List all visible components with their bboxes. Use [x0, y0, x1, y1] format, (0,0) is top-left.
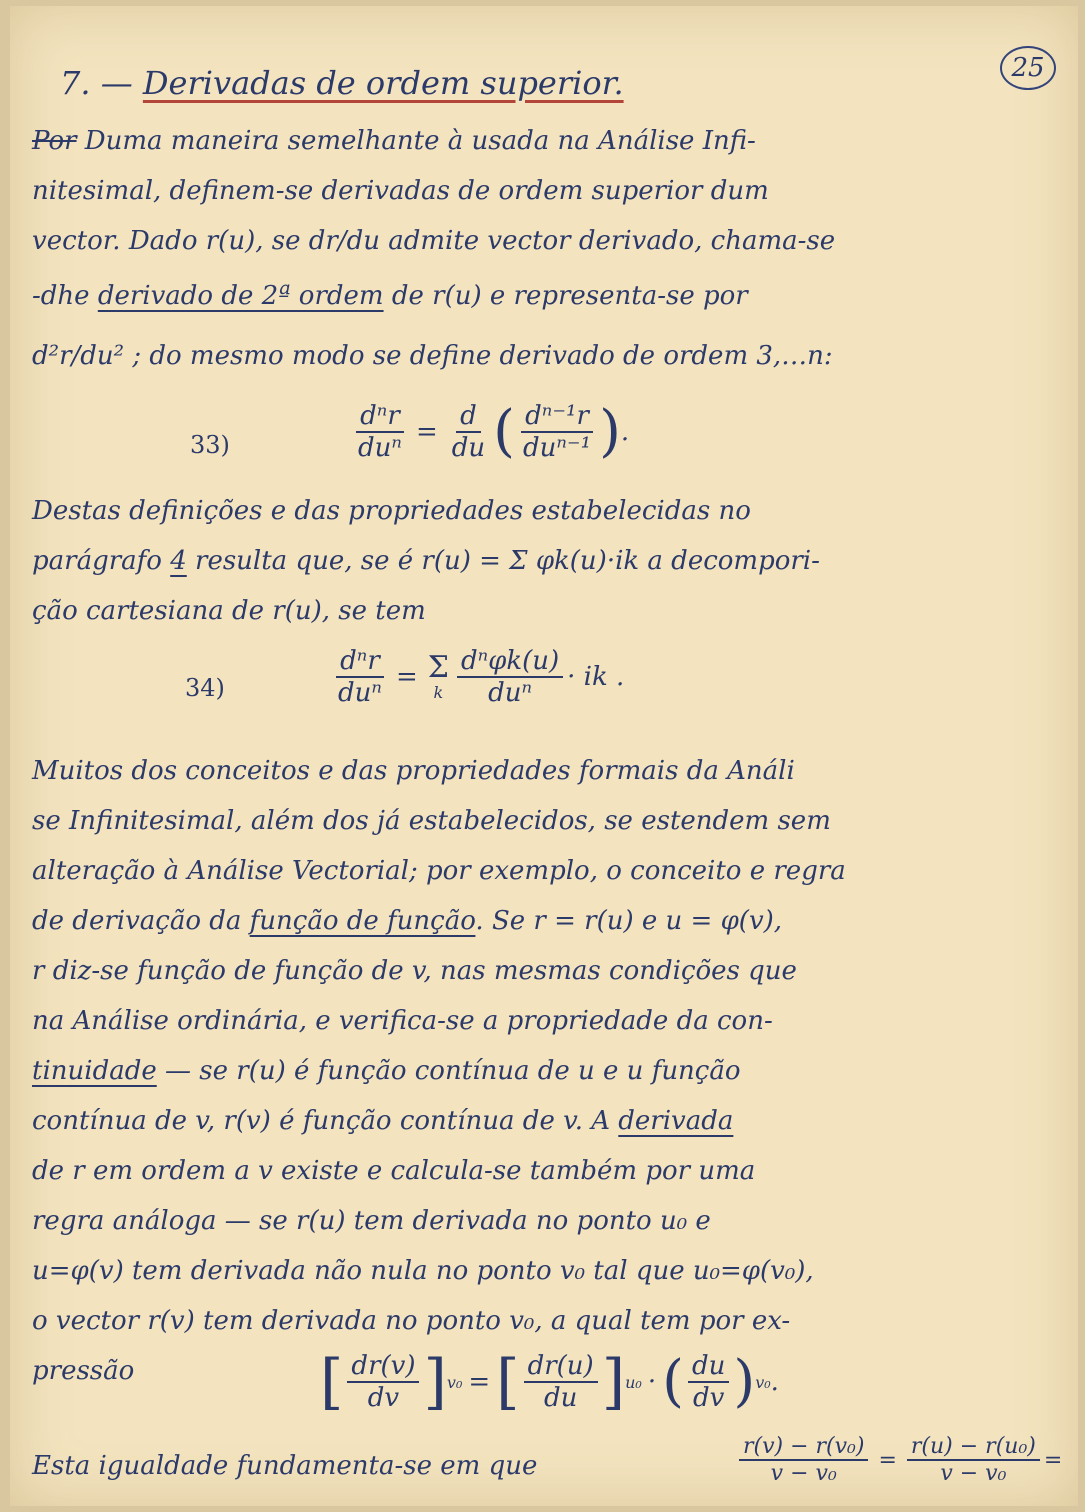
- equation-33: $\frac{\text{dⁿr}}{\text{duⁿ}}$ = $\frac{d}{du}$ ( $\frac{\text{dⁿ⁻¹r}}{\text{duⁿ⁻¹}}$ ) .: [350, 401, 629, 463]
- line-text: u=φ(v) tem derivada não nula no ponto v₀ tal que u₀=φ(v₀),: [32, 1256, 814, 1286]
- line-text: Duma maneira semelhante à usada na Análise Infi-: [76, 126, 756, 156]
- frac: [688, 1351, 729, 1413]
- manuscript-page: [10, 6, 1078, 1506]
- frac: [347, 1351, 419, 1413]
- text-line: [32, 126, 756, 156]
- text-line: [32, 1451, 537, 1481]
- line-text: r diz-se função de função de v, nas mesmas condições que: [32, 956, 797, 986]
- line-text: Muitos dos conceitos e das propriedades formais da Análi: [32, 756, 795, 786]
- line-text: se Infinitesimal, além dos já estabelecidos, se estendem sem: [32, 806, 831, 836]
- line-text: vector. Dado r(u), se dr/du admite vector derivado, chama-se: [32, 226, 836, 256]
- underlined-term: derivada: [618, 1106, 734, 1136]
- equation-33-label: 33): [190, 431, 230, 459]
- text-line: [32, 1006, 773, 1036]
- equation-difference-quotient: $\frac{\text{r(v) − r(v₀)}}{\text{v − v₀}}$ = $\frac{\text{r(u) − r(u₀)}}{\text{v − v₀}}$ =: [735, 1434, 1062, 1486]
- text-line: [32, 956, 797, 986]
- underlined-term: tinuidade: [32, 1056, 157, 1086]
- text-line: [32, 176, 769, 206]
- denominator: dv: [367, 1383, 400, 1413]
- frac: [457, 646, 563, 708]
- equation-34-label: 34): [185, 674, 225, 702]
- text-line: [32, 1106, 733, 1136]
- equation-34: $\frac{\text{dⁿr}}{\text{duⁿ}}$ = Σ k $\frac{\text{dⁿφk(u)}}{\text{duⁿ}}$ · ik .: [330, 646, 624, 708]
- text-line: [32, 1206, 711, 1236]
- section-title: [60, 64, 624, 102]
- denominator: duⁿ: [358, 433, 402, 463]
- line-text: . Se r = r(u) e u = φ(v),: [475, 906, 783, 936]
- text-line: [32, 546, 820, 576]
- subscript: v₀: [755, 1372, 771, 1392]
- frac: [334, 646, 386, 708]
- numerator: du: [688, 1351, 729, 1383]
- line-text: -dhe: [32, 281, 98, 311]
- frac: [524, 1351, 598, 1413]
- underlined-term: 4: [170, 546, 187, 576]
- equation-end: .: [620, 417, 630, 447]
- text-line: [32, 341, 833, 371]
- denominator: v − v₀: [770, 1461, 837, 1486]
- equation-tail: · ik .: [567, 662, 625, 692]
- denominator: du: [543, 1383, 578, 1413]
- numerator: r(v) − r(v₀): [739, 1434, 868, 1461]
- numerator: dr(v): [347, 1351, 419, 1383]
- numerator: d: [456, 401, 481, 433]
- text-line: [32, 281, 748, 311]
- line-text: pressão: [32, 1356, 135, 1386]
- frac: [907, 1434, 1040, 1486]
- frac: [448, 401, 489, 463]
- line-text: na Análise ordinária, e verifica-se a propriedade da con-: [32, 1006, 773, 1036]
- frac: [354, 401, 406, 463]
- numerator: dⁿr: [336, 646, 384, 678]
- line-text: ção cartesiana de r(u), se tem: [32, 596, 426, 626]
- line-text: contínua de v, r(v) é função contínua de v. A: [32, 1106, 619, 1136]
- line-text: Esta igualdade fundamenta-se em que: [32, 1451, 538, 1481]
- underlined-term: função de função: [249, 906, 476, 936]
- frac: [519, 401, 595, 463]
- line-text: — se r(u) é função contínua de u e u função: [156, 1056, 741, 1086]
- denominator: duⁿ⁻¹: [522, 433, 592, 463]
- sum-index: k: [433, 682, 444, 702]
- section-number: 7. —: [60, 64, 133, 102]
- line-text: resulta que, se é r(u) = Σ φk(u)·ik a decompori-: [186, 546, 820, 576]
- numerator: dⁿ⁻¹r: [521, 401, 593, 433]
- line-text: de r(u) e representa-se por: [383, 281, 748, 311]
- numerator: dⁿr: [356, 401, 404, 433]
- line-text: de derivação da: [32, 906, 250, 936]
- numerator: dr(u): [524, 1351, 598, 1383]
- text-line: [32, 1156, 755, 1186]
- underlined-term: derivado de 2ª ordem: [97, 281, 384, 311]
- text-line: [32, 906, 782, 936]
- equation-chain-rule: [ $\frac{dr(v)}{dv}$ ] v₀ = [ $\frac{dr(u)}{du}$ ] u₀ · ( $\frac{du}{dv}$ ) v₀ .: [320, 1347, 779, 1417]
- section-title-text: Derivadas de ordem superior.: [142, 64, 624, 102]
- text-line: [32, 756, 795, 786]
- line-text: o vector r(v) tem derivada no ponto v₀, a qual tem por ex-: [32, 1306, 791, 1336]
- text-line: [32, 496, 751, 526]
- numerator: r(u) − r(u₀): [907, 1434, 1040, 1461]
- line-text: regra análoga — se r(u) tem derivada no ponto u₀ e: [32, 1206, 711, 1236]
- denominator: v − v₀: [940, 1461, 1007, 1486]
- denominator: duⁿ: [488, 678, 533, 708]
- text-line: [32, 856, 846, 886]
- denominator: dv: [692, 1383, 725, 1413]
- line-text: parágrafo: [32, 546, 171, 576]
- text-line: [32, 1306, 790, 1336]
- text-line: [32, 1256, 814, 1286]
- subscript: v₀: [446, 1372, 463, 1392]
- text-line: [32, 1056, 741, 1086]
- subscript: u₀: [625, 1372, 642, 1392]
- struck-text: Por: [32, 126, 77, 156]
- page-number: 25: [1000, 46, 1056, 90]
- line-text: de r em ordem a v existe e calcula-se também por uma: [32, 1156, 756, 1186]
- line-text: alteração à Análise Vectorial; por exemplo, o conceito e regra: [32, 856, 846, 886]
- line-text: Destas definições e das propriedades estabelecidas no: [32, 496, 751, 526]
- line-text: nitesimal, definem-se derivadas de ordem superior dum: [32, 176, 769, 206]
- numerator: dⁿφk(u): [457, 646, 563, 678]
- equation-tail: =: [1043, 1447, 1063, 1473]
- text-line: [32, 226, 835, 256]
- frac: [739, 1434, 868, 1486]
- text-line: [32, 1356, 134, 1386]
- text-line: [32, 596, 426, 626]
- text-line: [32, 806, 831, 836]
- sum-symbol: Σ k: [427, 649, 449, 702]
- denominator: duⁿ: [338, 678, 382, 708]
- denominator: du: [451, 433, 486, 463]
- line-text: d²r/du² ; do mesmo modo se define derivado de ordem 3,…n:: [32, 341, 833, 371]
- equation-end: .: [770, 1367, 779, 1397]
